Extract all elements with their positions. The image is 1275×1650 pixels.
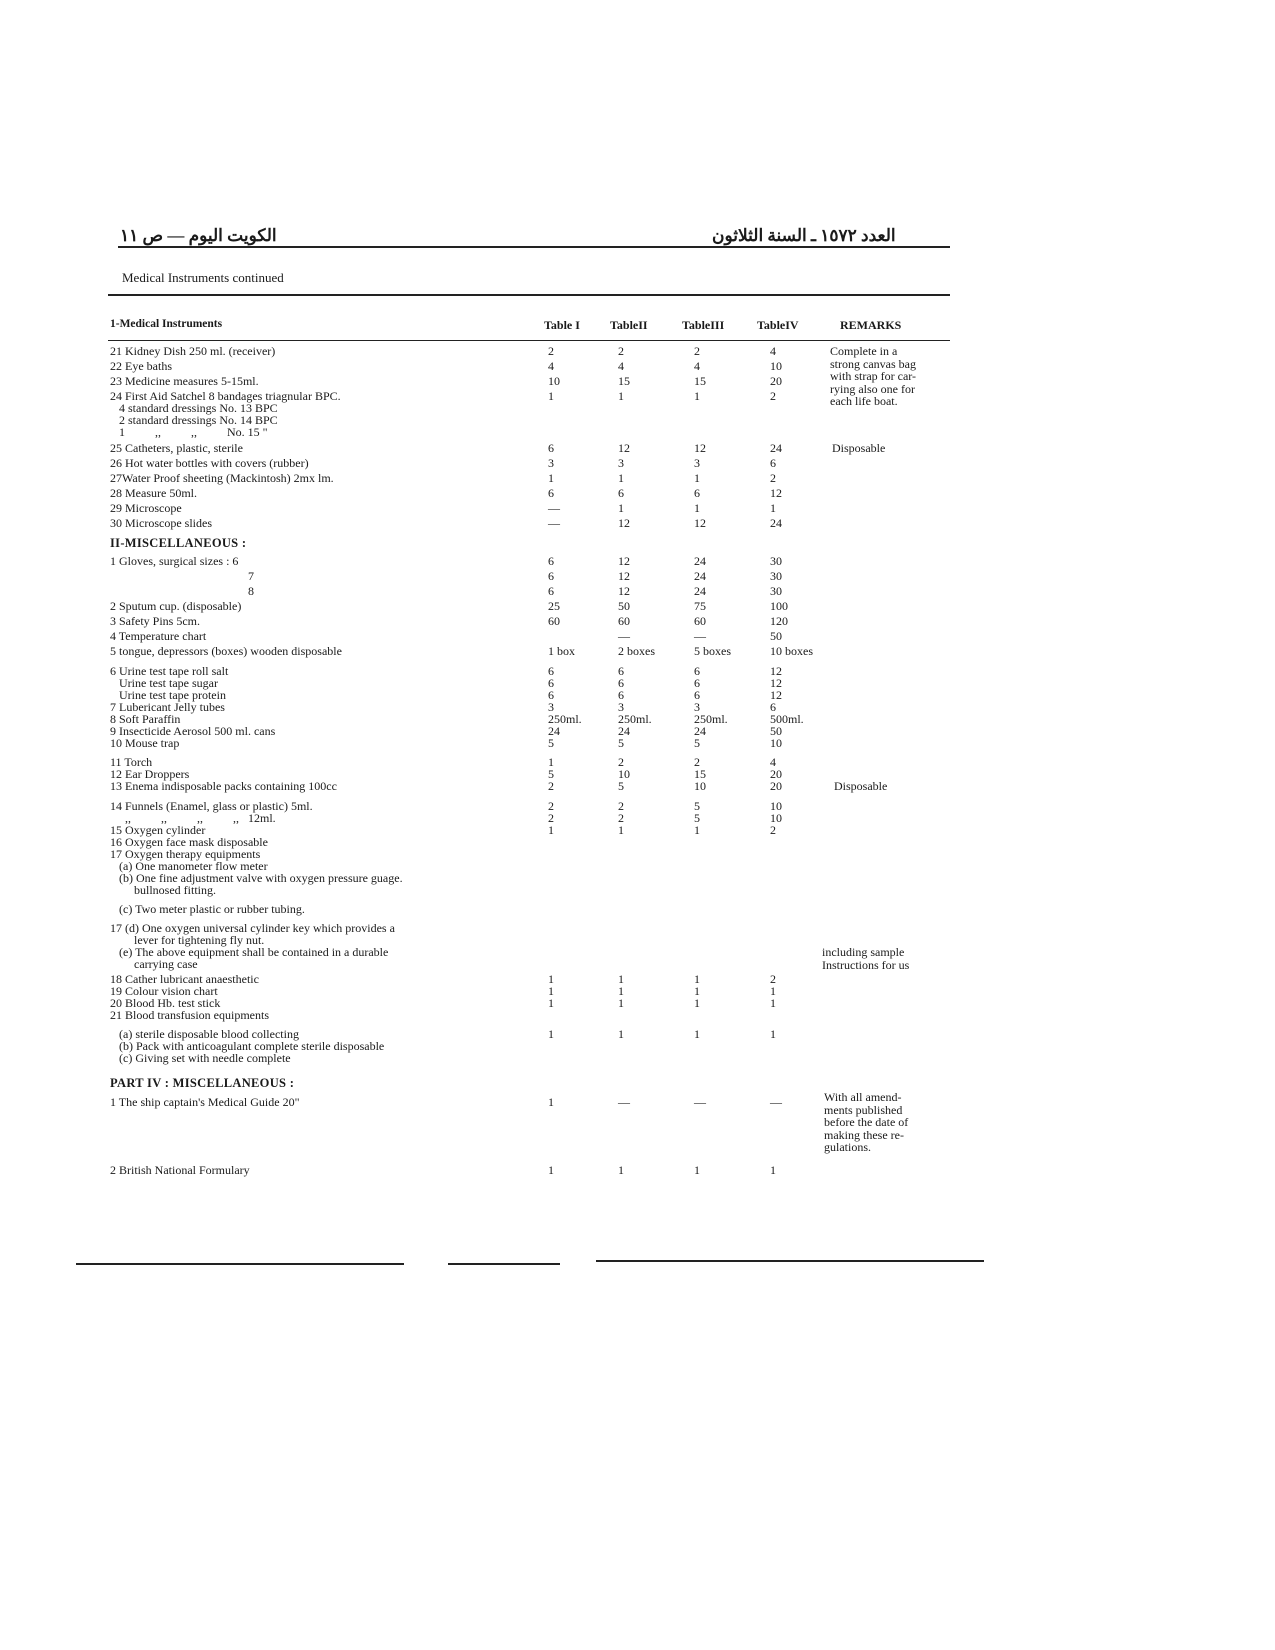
row-table-3-qty: 6 xyxy=(694,486,700,500)
row-table-1-qty: 1 xyxy=(548,389,554,403)
row-table-3-qty: 75 xyxy=(694,599,706,613)
row-table-1-qty: 2 xyxy=(548,799,554,813)
row-table-3-qty: 250ml. xyxy=(694,712,728,726)
row-table-2-qty: 60 xyxy=(618,614,630,628)
row-table-3-qty: — xyxy=(694,629,706,643)
remark-line: with strap for car- xyxy=(830,369,917,383)
row-item-label: 24 First Aid Satchel 8 bandages triagnular BPC. xyxy=(110,389,341,403)
row-table-3-qty: 5 xyxy=(694,736,700,750)
row-item-label: 26 Hot water bottles with covers (rubber) xyxy=(110,456,309,470)
row-table-2-qty: 1 xyxy=(618,471,624,485)
row-table-4-qty: 50 xyxy=(770,629,782,643)
row-table-3-qty: 15 xyxy=(694,374,706,388)
remark-line: strong canvas bag xyxy=(830,356,916,371)
row-item-label: bullnosed fitting. xyxy=(110,883,216,897)
row-table-1-qty: 4 xyxy=(548,359,554,373)
row-table-2-qty: 2 xyxy=(618,344,624,358)
row-table-4-qty: 1 xyxy=(770,1163,776,1177)
row-table-1-qty: 6 xyxy=(548,676,554,690)
row-table-2-qty: 6 xyxy=(618,676,624,690)
row-item-label: 1 ,, ,, No. 15 " xyxy=(110,425,268,439)
row-table-4-qty: 20 xyxy=(770,374,782,388)
row-table-2-qty: 2 boxes xyxy=(618,644,655,658)
row-item-label: 8 Soft Paraffin xyxy=(110,712,181,726)
row-table-4-qty: 6 xyxy=(770,456,776,470)
remark-line: With all amend- xyxy=(824,1090,902,1104)
row-table-4-qty: 2 xyxy=(770,471,776,485)
remark-catheters: Disposable xyxy=(832,441,886,455)
row-item-label: 25 Catheters, plastic, sterile xyxy=(110,441,243,455)
row-table-4-qty: 4 xyxy=(770,755,776,769)
row-table-2-qty: 3 xyxy=(618,700,624,714)
footer-rule-right xyxy=(596,1260,984,1262)
row-table-3-qty: 15 xyxy=(694,767,706,781)
row-table-3-qty: 1 xyxy=(694,984,700,998)
row-table-2-qty: 12 xyxy=(618,554,630,568)
row-item-label: 13 Enema indisposable packs containing 100cc xyxy=(110,779,337,793)
row-table-4-qty: 10 boxes xyxy=(770,644,813,658)
row-table-2-qty: 6 xyxy=(618,688,624,702)
row-table-4-qty: 10 xyxy=(770,736,782,750)
row-table-4-qty: 12 xyxy=(770,664,782,678)
row-item-label: 18 Cather lubricant anaesthetic xyxy=(110,972,259,986)
row-table-1-qty: 1 xyxy=(548,1163,554,1177)
row-table-1-qty: 5 xyxy=(548,736,554,750)
row-item-label: 30 Microscope slides xyxy=(110,516,212,530)
row-item-label: 14 Funnels (Enamel, glass or plastic) 5ml. xyxy=(110,799,313,813)
row-table-4-qty: 1 xyxy=(770,501,776,515)
remark-line: gulations. xyxy=(824,1140,871,1154)
row-table-1-qty: 250ml. xyxy=(548,712,582,726)
row-table-2-qty: 2 xyxy=(618,799,624,813)
row-table-3-qty: 24 xyxy=(694,569,706,583)
row-table-1-qty: 60 xyxy=(548,614,560,628)
column-header-table-3: TableIII xyxy=(682,318,725,332)
row-item-label: 7 Lubericant Jelly tubes xyxy=(110,700,225,714)
row-table-4-qty: 30 xyxy=(770,554,782,568)
row-table-4-qty: 2 xyxy=(770,972,776,986)
row-table-3-qty: 5 xyxy=(694,811,700,825)
row-table-1-qty: 5 xyxy=(548,767,554,781)
row-table-4-qty: 30 xyxy=(770,569,782,583)
row-table-2-qty: 50 xyxy=(618,599,630,613)
row-table-4-qty: 20 xyxy=(770,767,782,781)
row-table-3-qty: 5 xyxy=(694,799,700,813)
row-table-3-qty: 2 xyxy=(694,755,700,769)
row-table-4-qty: 1 xyxy=(770,996,776,1010)
row-table-2-qty: 4 xyxy=(618,359,624,373)
row-table-2-qty: — xyxy=(618,629,630,643)
row-table-1-qty: 10 xyxy=(548,374,560,388)
row-item-label: (a) sterile disposable blood collecting xyxy=(110,1027,299,1041)
row-table-4-qty: 20 xyxy=(770,779,782,793)
row-item-label: 27Water Proof sheeting (Mackintosh) 2mx lm. xyxy=(110,471,334,485)
row-table-2-qty: 1 xyxy=(618,501,624,515)
row-table-2-qty: 5 xyxy=(618,736,624,750)
row-table-1-qty: — xyxy=(548,501,560,515)
row-table-3-qty: 1 xyxy=(694,389,700,403)
row-table-3-qty: 1 xyxy=(694,501,700,515)
remark-line: making these re- xyxy=(824,1127,904,1142)
row-item-label: 15 Oxygen cylinder xyxy=(110,823,206,837)
row-table-3-qty: 1 xyxy=(694,996,700,1010)
remark-oxygen-equipment xyxy=(822,946,909,971)
row-table-4-qty: 10 xyxy=(770,359,782,373)
row-item-label: 20 Blood Hb. test stick xyxy=(110,996,221,1010)
row-table-2-qty: 12 xyxy=(618,569,630,583)
row-table-2-qty: 1 xyxy=(618,1163,624,1177)
row-item-label: 12 Ear Droppers xyxy=(110,767,190,781)
row-table-1-qty: 2 xyxy=(548,811,554,825)
row-table-3-qty: 12 xyxy=(694,516,706,530)
row-item-label: 4 standard dressings No. 13 BPC xyxy=(110,401,278,415)
section-heading-part-iv: PART IV : MISCELLANEOUS : xyxy=(110,1076,295,1090)
remark-line: Complete in a xyxy=(830,344,898,358)
row-item-label: Urine test tape sugar xyxy=(110,676,218,690)
row-table-2-qty: 15 xyxy=(618,374,630,388)
row-table-4-qty: — xyxy=(770,1095,782,1109)
row-item-label: 5 tongue, depressors (boxes) wooden disposable xyxy=(110,644,342,658)
row-table-2-qty: 2 xyxy=(618,755,624,769)
row-table-1-qty: 6 xyxy=(548,688,554,702)
row-item-label: (e) The above equipment shall be contained in a durable xyxy=(110,945,389,959)
row-table-1-qty: 1 xyxy=(548,471,554,485)
row-table-4-qty: 10 xyxy=(770,799,782,813)
row-table-1-qty: 6 xyxy=(548,664,554,678)
row-table-4-qty: 24 xyxy=(770,441,782,455)
row-table-4-qty: 12 xyxy=(770,676,782,690)
row-item-label: 17 (d) One oxygen universal cylinder key which provides a xyxy=(110,921,395,935)
row-item-label: 9 Insecticide Aerosol 500 ml. cans xyxy=(110,724,276,738)
row-table-3-qty: 10 xyxy=(694,779,706,793)
row-table-1-qty: 1 xyxy=(548,1027,554,1041)
row-item-label: 1 Gloves, surgical sizes : 6 xyxy=(110,554,239,568)
section-heading-miscellaneous: II-MISCELLANEOUS : xyxy=(110,536,247,550)
row-table-4-qty: 12 xyxy=(770,486,782,500)
row-table-3-qty: 3 xyxy=(694,456,700,470)
row-table-1-qty: 2 xyxy=(548,344,554,358)
row-item-label: 10 Mouse trap xyxy=(110,736,180,750)
row-table-1-qty: 3 xyxy=(548,456,554,470)
row-item-label: 22 Eye baths xyxy=(110,359,172,373)
row-table-1-qty: 25 xyxy=(548,599,560,613)
row-item-label: 2 standard dressings No. 14 BPC xyxy=(110,413,278,427)
row-table-4-qty: 50 xyxy=(770,724,782,738)
remark-medical-guide xyxy=(824,1091,908,1154)
row-item-label: 1 The ship captain's Medical Guide 20" xyxy=(110,1095,300,1109)
column-header-item: 1-Medical Instruments xyxy=(110,318,223,330)
row-item-label: 8 xyxy=(110,584,254,598)
row-table-1-qty: 6 xyxy=(548,569,554,583)
row-table-2-qty: 3 xyxy=(618,456,624,470)
row-table-3-qty: 1 xyxy=(694,972,700,986)
row-table-2-qty: 6 xyxy=(618,664,624,678)
row-item-label: (b) One fine adjustment valve with oxygen pressure guage. xyxy=(110,871,403,885)
row-item-label: 21 Blood transfusion equipments xyxy=(110,1008,269,1022)
row-table-2-qty: 24 xyxy=(618,724,630,738)
row-table-2-qty: 1 xyxy=(618,389,624,403)
row-table-2-qty: — xyxy=(618,1095,630,1109)
row-item-label: 7 xyxy=(110,569,254,583)
row-item-label: 2 British National Formulary xyxy=(110,1163,250,1177)
document-subtitle: Medical Instruments continued xyxy=(122,270,284,285)
remark-line: ments published xyxy=(824,1102,903,1117)
header-right-arabic: العدد ١٥٧٢ ـ السنة الثلاثون xyxy=(712,226,896,245)
row-table-4-qty: 6 xyxy=(770,700,776,714)
row-table-3-qty: 6 xyxy=(694,676,700,690)
row-table-2-qty: 12 xyxy=(618,441,630,455)
remark-line: rying also one for xyxy=(830,381,915,396)
row-table-2-qty: 6 xyxy=(618,486,624,500)
row-table-3-qty: 1 xyxy=(694,1027,700,1041)
row-table-1-qty: 6 xyxy=(548,554,554,568)
row-table-3-qty: 4 xyxy=(694,359,700,373)
row-table-4-qty: 30 xyxy=(770,584,782,598)
row-item-label: 21 Kidney Dish 250 ml. (receiver) xyxy=(110,344,276,358)
remark-line: including sample xyxy=(822,945,905,959)
column-header-remarks: REMARKS xyxy=(840,318,902,332)
row-table-4-qty: 100 xyxy=(770,599,788,613)
row-table-1-qty: 1 xyxy=(548,755,554,769)
row-table-1-qty: 6 xyxy=(548,486,554,500)
row-table-3-qty: 3 xyxy=(694,700,700,714)
row-table-2-qty: 1 xyxy=(618,972,624,986)
row-table-4-qty: 2 xyxy=(770,389,776,403)
row-table-1-qty: 1 xyxy=(548,996,554,1010)
footer-rule-left xyxy=(76,1263,404,1265)
column-header-table-1: Table I xyxy=(544,318,580,332)
row-table-2-qty: 1 xyxy=(618,823,624,837)
row-item-label: ,, ,, ,, ,, 12ml. xyxy=(110,811,276,825)
row-table-1-qty: 1 xyxy=(548,972,554,986)
row-table-3-qty: 2 xyxy=(694,344,700,358)
row-table-3-qty: 24 xyxy=(694,584,706,598)
row-table-1-qty: — xyxy=(548,516,560,530)
row-item-label: 11 Torch xyxy=(110,755,153,769)
row-item-label: lever for tightening fly nut. xyxy=(110,933,265,947)
row-table-2-qty: 5 xyxy=(618,779,624,793)
remark-line: before the date of xyxy=(824,1115,909,1129)
row-table-4-qty: 1 xyxy=(770,984,776,998)
row-item-label: 2 Sputum cup. (disposable) xyxy=(110,599,242,613)
remark-line: Instructions for us xyxy=(822,957,910,972)
row-item-label: Urine test tape protein xyxy=(110,688,226,702)
remark-enema: Disposable xyxy=(834,779,888,793)
column-header-table-2: TableII xyxy=(610,318,648,332)
row-table-3-qty: — xyxy=(694,1095,706,1109)
row-table-2-qty: 1 xyxy=(618,1027,624,1041)
row-table-4-qty: 12 xyxy=(770,688,782,702)
header-left-arabic: الكويت اليوم — ص ١١ xyxy=(120,226,277,245)
row-table-3-qty: 6 xyxy=(694,664,700,678)
row-table-4-qty: 500ml. xyxy=(770,712,804,726)
row-table-1-qty: 6 xyxy=(548,584,554,598)
row-table-1-qty: 3 xyxy=(548,700,554,714)
row-table-3-qty: 5 boxes xyxy=(694,644,731,658)
row-table-2-qty: 2 xyxy=(618,811,624,825)
row-table-3-qty: 1 xyxy=(694,1163,700,1177)
row-table-2-qty: 12 xyxy=(618,516,630,530)
row-item-label: 3 Safety Pins 5cm. xyxy=(110,614,200,628)
remark-line: each life boat. xyxy=(830,394,898,408)
row-table-3-qty: 1 xyxy=(694,471,700,485)
row-table-2-qty: 1 xyxy=(618,996,624,1010)
row-table-1-qty: 1 xyxy=(548,1095,554,1109)
row-table-2-qty: 1 xyxy=(618,984,624,998)
row-table-4-qty: 2 xyxy=(770,823,776,837)
row-item-label: 4 Temperature chart xyxy=(110,629,207,643)
row-table-1-qty: 1 box xyxy=(548,644,575,658)
row-table-1-qty: 24 xyxy=(548,724,560,738)
row-table-4-qty: 4 xyxy=(770,344,776,358)
row-table-4-qty: 1 xyxy=(770,1027,776,1041)
row-table-4-qty: 120 xyxy=(770,614,788,628)
row-item-label: carrying case xyxy=(110,957,198,971)
row-table-2-qty: 250ml. xyxy=(618,712,652,726)
row-table-4-qty: 10 xyxy=(770,811,782,825)
row-table-3-qty: 12 xyxy=(694,441,706,455)
row-table-3-qty: 60 xyxy=(694,614,706,628)
remark-first-aid-satchel xyxy=(830,345,916,408)
row-table-2-qty: 10 xyxy=(618,767,630,781)
row-table-1-qty: 1 xyxy=(548,823,554,837)
row-item-label: 19 Colour vision chart xyxy=(110,984,218,998)
row-item-label: 16 Oxygen face mask disposable xyxy=(110,835,268,849)
row-table-3-qty: 1 xyxy=(694,823,700,837)
row-item-label: 6 Urine test tape roll salt xyxy=(110,664,229,678)
row-table-3-qty: 6 xyxy=(694,688,700,702)
row-item-label: (c) Two meter plastic or rubber tubing. xyxy=(110,902,305,916)
row-item-label: 29 Microscope xyxy=(110,501,182,515)
row-item-label: (b) Pack with anticoagulant complete sterile disposable xyxy=(110,1039,385,1053)
row-item-label: 28 Measure 50ml. xyxy=(110,486,197,500)
row-table-2-qty: 12 xyxy=(618,584,630,598)
row-table-3-qty: 24 xyxy=(694,724,706,738)
row-item-label: (a) One manometer flow meter xyxy=(110,859,268,873)
row-item-label: (c) Giving set with needle complete xyxy=(110,1051,291,1065)
row-table-1-qty: 2 xyxy=(548,779,554,793)
row-table-1-qty: 1 xyxy=(548,984,554,998)
footer-rule-middle xyxy=(448,1263,560,1265)
row-table-1-qty: 6 xyxy=(548,441,554,455)
column-header-table-4: TableIV xyxy=(757,318,799,332)
row-item-label: 23 Medicine measures 5-15ml. xyxy=(110,374,259,388)
row-table-3-qty: 24 xyxy=(694,554,706,568)
row-table-4-qty: 24 xyxy=(770,516,782,530)
row-item-label: 17 Oxygen therapy equipments xyxy=(110,847,261,861)
